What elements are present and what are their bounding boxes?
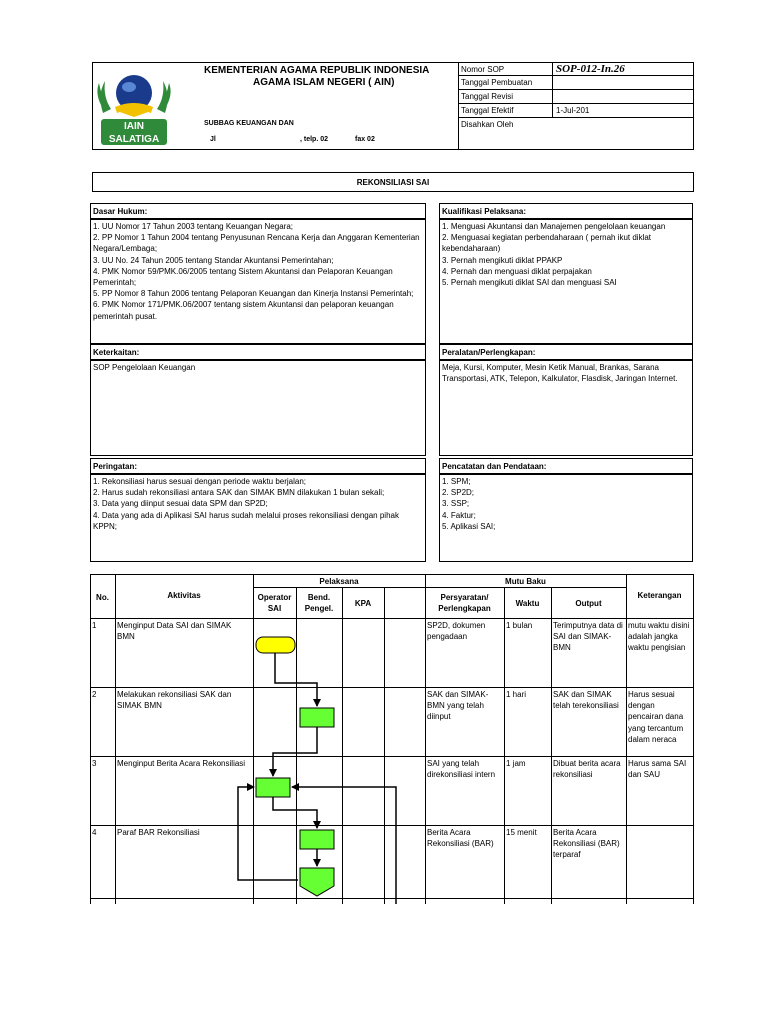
approved-by-label: Disahkan Oleh bbox=[461, 120, 514, 129]
logo-text-top: IAIN bbox=[124, 121, 144, 132]
flow-arrow bbox=[273, 797, 317, 828]
row-1-aktivitas: Menginput Data SAI dan SIMAK BMN bbox=[117, 621, 232, 642]
row-3-output: Dibuat berita acara rekonsiliasi bbox=[553, 759, 621, 780]
sop-number-value: SOP-012-In.26 bbox=[556, 63, 625, 75]
flow-arrow bbox=[275, 653, 317, 706]
peralatan-heading: Peralatan/Perlengkapan: bbox=[442, 348, 536, 357]
row-4-output: Berita Acara Rekonsiliasi (BAR) terparaf bbox=[553, 828, 620, 860]
revision-date-label: Tanggal Revisi bbox=[461, 92, 514, 101]
institution-name: AGAMA ISLAM NEGERI ( AIN) bbox=[253, 77, 395, 88]
start-terminator bbox=[256, 637, 295, 653]
row-1-no: 1 bbox=[92, 621, 97, 630]
process-step-4 bbox=[300, 830, 334, 849]
row-4-aktivitas: Paraf BAR Rekonsiliasi bbox=[117, 828, 200, 837]
row-1-keterangan: mutu waktu disini adalah jangka waktu pengisian bbox=[628, 621, 690, 653]
keterkaitan-text: SOP Pengelolaan Keuangan bbox=[93, 363, 196, 372]
row-3-aktivitas: Menginput Berita Acara Rekonsiliasi bbox=[117, 759, 246, 768]
pencatatan-heading: Pencatatan dan Pendataan: bbox=[442, 462, 547, 471]
col-header-kpa: KPA bbox=[354, 599, 372, 608]
address: Jl bbox=[210, 136, 216, 143]
ministry-name: KEMENTERIAN AGAMA REPUBLIK INDONESIA bbox=[204, 65, 430, 76]
row-1-persyaratan: SP2D, dokumen pengadaan bbox=[427, 621, 486, 642]
peringatan-heading: Peringatan: bbox=[93, 462, 138, 471]
unit-name: SUBBAG KEUANGAN DAN bbox=[204, 120, 294, 127]
col-header-operator: Operator SAI bbox=[257, 593, 292, 614]
row-4-waktu: 15 menit bbox=[506, 828, 537, 837]
row-4-no: 4 bbox=[92, 828, 97, 837]
row-2-waktu: 1 hari bbox=[506, 690, 527, 699]
col-header-no: No. bbox=[96, 593, 109, 602]
telephone: , telp. 02 bbox=[300, 136, 329, 143]
row-2-output: SAK dan SIMAK telah terekonsiliasi bbox=[553, 690, 619, 711]
page-title: REKONSILIASI SAI bbox=[356, 178, 430, 187]
sop-number-label: Nomor SOP bbox=[461, 65, 505, 74]
row-2-persyaratan: SAK dan SIMAK-BMN yang telah diinput bbox=[427, 690, 489, 722]
col-header-waktu: Waktu bbox=[515, 599, 540, 608]
peralatan-text: Meja, Kursi, Komputer, Mesin Ketik Manual, Brankas, Sarana Transportasi, ATK, Telepon, Kalkulator, Flasdisk, Jaringan Internet. bbox=[442, 363, 678, 384]
fax: fax 02 bbox=[355, 136, 375, 143]
kualifikasi-heading: Kualifikasi Pelaksana: bbox=[442, 207, 527, 216]
row-2-no: 2 bbox=[92, 690, 97, 699]
col-header-output: Output bbox=[575, 599, 602, 608]
flow-arrow bbox=[273, 727, 317, 776]
effective-date-label: Tanggal Efektif bbox=[461, 106, 514, 115]
process-step-3 bbox=[256, 778, 290, 797]
kualifikasi-text: 1. Menguasi Akuntansi dan Manajemen pengelolaan keuangan 2. Menguasai kegiatan perbendaharaan ( pernah ikut diklat kebendaharaan) 3. Pernah mengikuti diklat PPAKP 4. Pernah dan menguasi diklat perpajakan 5. Pernah mengikuti diklat SAI dan menguasi SAI bbox=[442, 222, 666, 288]
peringatan-text: 1. Rekonsiliasi harus sesuai dengan periode waktu berjalan; 2. Harus sudah rekonsiliasi antara SAK dan SIMAK BMN dilakukan 1 bulan sekali; 3. Data yang diinput sesuai data SPM dan SP2D; 4. Data yang ada di Aplikasi SAI harus sudah melalui proses rekonsiliasi dengan pihak KPPN; bbox=[93, 477, 399, 531]
process-step-2 bbox=[300, 708, 334, 727]
col-header-mutu: Mutu Baku bbox=[505, 577, 546, 586]
dasar-hukum-text: 1. UU Nomor 17 Tahun 2003 tentang Keuangan Negara; 2. PP Nomor 1 Tahun 2004 tentang Penyusunan Rencana Kerja dan Anggaran Kementerian Negara/Lembaga; 3. UU No. 24 Tahun 2005 tentang Standar Akuntansi Pemerintahan; 4. PMK Nomor 59/PMK.06/2005 tentang Sistem Akuntansi dan Pelaporan Keuangan Pemerintah; 5. PP Nomor 8 Tahun 2006 tentang Pelaporan Keuangan dan Kinerja Instansi Pemerintah; 6. PMK Nomor 171/PMK.06/2007 tentang sistem Akuntansi dan pelaporan keuangan pemerintah pusat. bbox=[93, 222, 420, 321]
row-1-waktu: 1 bulan bbox=[506, 621, 533, 630]
col-header-persyaratan: Persyaratan/ Perlengkapan bbox=[438, 593, 491, 614]
row-1-output: Terimputnya data di SAI dan SIMAK-BMN bbox=[553, 621, 623, 653]
off-page-connector bbox=[300, 868, 334, 896]
dasar-hukum-heading: Dasar Hukum: bbox=[93, 207, 148, 216]
row-2-aktivitas: Melakukan rekonsiliasi SAK dan SIMAK BMN bbox=[117, 690, 232, 711]
col-header-bend: Bend. Pengel. bbox=[304, 593, 334, 614]
row-4-persyaratan: Berita Acara Rekonsiliasi (BAR) bbox=[427, 828, 494, 849]
row-3-no: 3 bbox=[92, 759, 97, 768]
row-3-persyaratan: SAI yang telah direkonsiliasi intern bbox=[427, 759, 496, 780]
pencatatan-text: 1. SPM; 2. SP2D; 3. SSP; 4. Faktur; 5. Aplikasi SAI; bbox=[442, 477, 496, 531]
effective-date-value: 1-Jul-201 bbox=[556, 106, 590, 115]
row-2-keterangan: Harus sesuai dengan pencairan dana yang tercantum dalam neraca bbox=[628, 690, 684, 744]
col-header-keterangan: Keterangan bbox=[637, 591, 682, 600]
logo-text-bottom: SALATIGA bbox=[108, 134, 160, 145]
creation-date-label: Tanggal Pembuatan bbox=[461, 78, 533, 87]
loop-arrow-left bbox=[238, 787, 298, 880]
row-3-keterangan: Harus sama SAI dan SAU bbox=[628, 759, 687, 780]
row-3-waktu: 1 jam bbox=[506, 759, 526, 768]
keterkaitan-heading: Keterkaitan: bbox=[93, 348, 140, 357]
col-header-pelaksana: Pelaksana bbox=[319, 577, 359, 586]
col-header-aktivitas: Aktivitas bbox=[167, 591, 201, 600]
